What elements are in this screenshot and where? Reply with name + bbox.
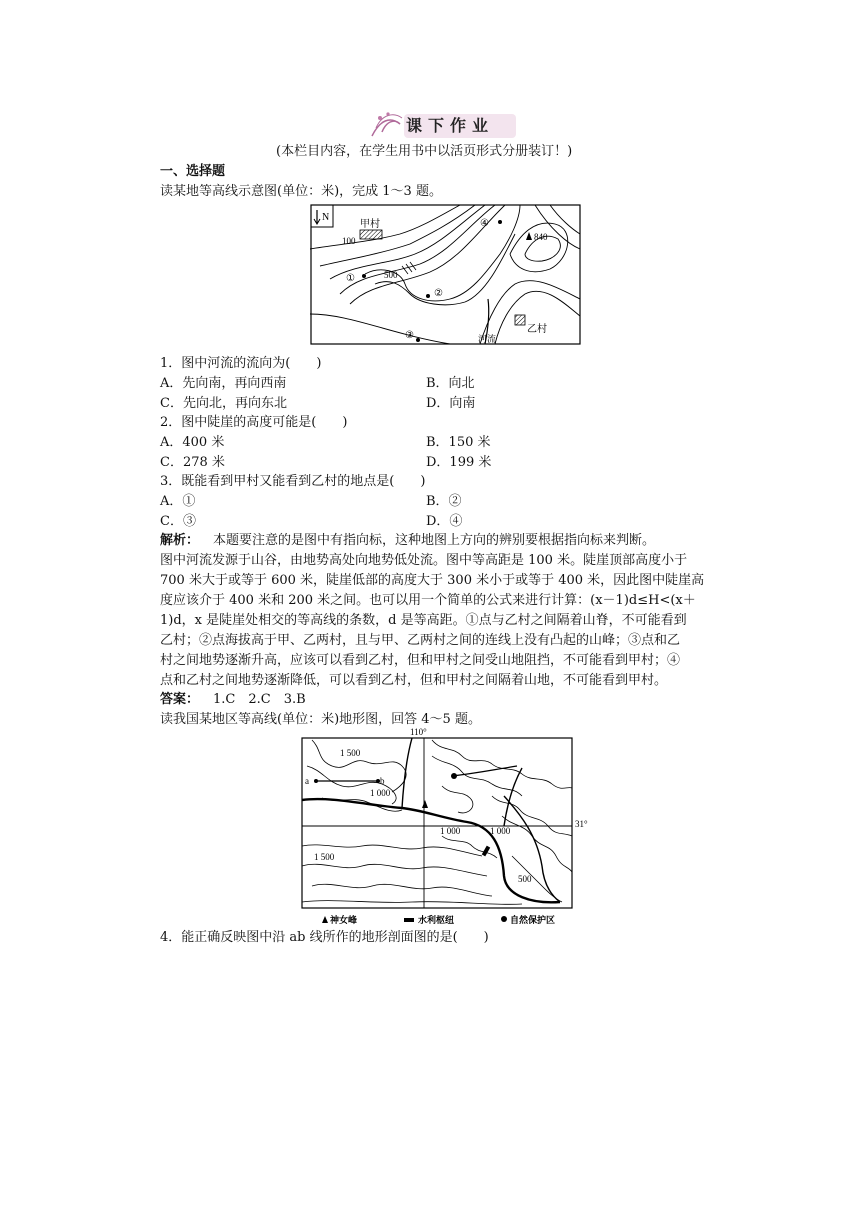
analysis-line: 本题要注意的是图中有指向标，这种地图上方向的辨别要根据指向标来判断。 bbox=[213, 533, 656, 548]
option-b: B．② bbox=[426, 494, 462, 509]
svg-text:河流: 河流 bbox=[478, 334, 497, 344]
option-c: C．③ bbox=[160, 514, 196, 529]
reserve-icon bbox=[451, 773, 457, 779]
svg-text:1 000: 1 000 bbox=[440, 826, 461, 836]
subtitle: (本栏目内容，在学生用书中以活页形式分册装订！) bbox=[276, 144, 573, 159]
analysis-block bbox=[160, 531, 655, 550]
svg-text:③: ③ bbox=[405, 330, 414, 341]
option-d: D．④ bbox=[426, 514, 463, 529]
svg-text:自然保护区: 自然保护区 bbox=[510, 915, 556, 925]
banner-title: 课下作业 bbox=[406, 116, 495, 135]
svg-text:水利枢纽: 水利枢纽 bbox=[418, 915, 455, 925]
legend-reserve-icon bbox=[501, 916, 507, 922]
svg-text:1 000: 1 000 bbox=[490, 826, 511, 836]
option-d: D．向南 bbox=[426, 396, 476, 411]
analysis-label: 解析： bbox=[160, 533, 200, 548]
analysis-line: 村之间地势逐渐升高，应该可以看到乙村，但和甲村之间受山地阻挡，不可能看到甲村；④ bbox=[160, 653, 681, 668]
contour-map-2 bbox=[292, 726, 598, 926]
svg-text:840: 840 bbox=[534, 232, 548, 242]
analysis-line: 点和乙村之间地势逐渐降低，可以看到乙村，但和甲村之间隔着山地，不可能看到甲村。 bbox=[160, 673, 668, 688]
option-a: A．① bbox=[160, 494, 196, 509]
point-4-icon bbox=[498, 220, 502, 224]
analysis-line: 1)d，x 是陡崖处相交的等高线的条数，d 是等高距。①点与乙村之间隔着山脊，不可能看到 bbox=[160, 613, 687, 628]
svg-text:100: 100 bbox=[342, 236, 356, 246]
svg-text:乙村: 乙村 bbox=[527, 324, 547, 335]
point-2-icon bbox=[426, 294, 430, 298]
village-b-icon bbox=[515, 315, 525, 325]
answer-line bbox=[160, 690, 306, 709]
svg-text:神女峰: 神女峰 bbox=[330, 915, 358, 925]
option-c: C．278 米 bbox=[160, 455, 225, 470]
peak-icon bbox=[526, 232, 532, 240]
question-stem: 3．既能看到甲村又能看到乙村的地点是( ) bbox=[160, 474, 426, 489]
point-a-label: a bbox=[305, 776, 309, 786]
analysis-line: 乙村；②点海拔高于甲、乙两村，且与甲、乙两村之间的连线上没有凸起的山峰；③点和乙 bbox=[160, 633, 681, 648]
svg-text:②: ② bbox=[434, 288, 443, 299]
svg-text:500: 500 bbox=[518, 874, 532, 884]
option-d: D．199 米 bbox=[426, 455, 492, 470]
question-stem: 4．能正确反映图中沿 ab 线所作的地形剖面图的是( ) bbox=[160, 930, 489, 945]
answer-text: 1.C 2.C 3.B bbox=[213, 692, 306, 707]
latitude-label: 31° bbox=[575, 819, 588, 829]
svg-text:1 500: 1 500 bbox=[314, 852, 335, 862]
dam-icon bbox=[482, 846, 490, 857]
svg-text:①: ① bbox=[346, 273, 355, 284]
village-a-label: 甲村 bbox=[360, 219, 380, 230]
analysis-line: 图中河流发源于山谷，由地势高处向地势低处流。图中等高距是 100 米。陡崖顶部高度小于 bbox=[160, 553, 688, 568]
contour-map-1 bbox=[310, 204, 580, 344]
section-heading: 一、选择题 bbox=[160, 164, 226, 179]
intro-text-2: 读我国某地区等高线(单位：米)地形图，回答 4～5 题。 bbox=[160, 712, 481, 727]
point-1-icon bbox=[362, 274, 366, 278]
svg-text:500: 500 bbox=[384, 270, 398, 280]
svg-text:④: ④ bbox=[480, 218, 489, 229]
point-b-label: b bbox=[380, 776, 385, 786]
section-banner bbox=[370, 110, 520, 140]
option-c: C．先向北，再向东北 bbox=[160, 396, 287, 411]
svg-text:1 500: 1 500 bbox=[340, 748, 361, 758]
answer-label: 答案： bbox=[160, 692, 200, 707]
analysis-line: 700 米大于或等于 600 米，陡崖低部的高度大于 300 米小于或等于 400 米，因此图中陡崖高 bbox=[160, 573, 705, 588]
longitude-label: 110° bbox=[410, 727, 427, 737]
option-a: A．400 米 bbox=[160, 435, 225, 450]
analysis-line: 度应该介于 400 米和 200 米之间。也可以用一个简单的公式来进行计算：(x－1)d≤H<(x＋ bbox=[160, 593, 696, 608]
svg-text:1 000: 1 000 bbox=[370, 788, 391, 798]
option-b: B．150 米 bbox=[426, 435, 491, 450]
village-a-icon bbox=[360, 230, 382, 239]
option-b: B．向北 bbox=[426, 376, 475, 391]
question-stem: 2．图中陡崖的高度可能是( ) bbox=[160, 415, 348, 430]
point-3-icon bbox=[416, 338, 420, 342]
peak-icon bbox=[422, 800, 428, 808]
legend-peak-icon bbox=[322, 916, 328, 923]
north-label: N bbox=[322, 212, 330, 223]
option-a: A．先向南，再向西南 bbox=[160, 376, 287, 391]
question-stem: 1．图中河流的流向为( ) bbox=[160, 356, 322, 371]
intro-text: 读某地等高线示意图(单位：米)，完成 1～3 题。 bbox=[160, 184, 442, 199]
legend-dam-icon bbox=[404, 918, 414, 922]
